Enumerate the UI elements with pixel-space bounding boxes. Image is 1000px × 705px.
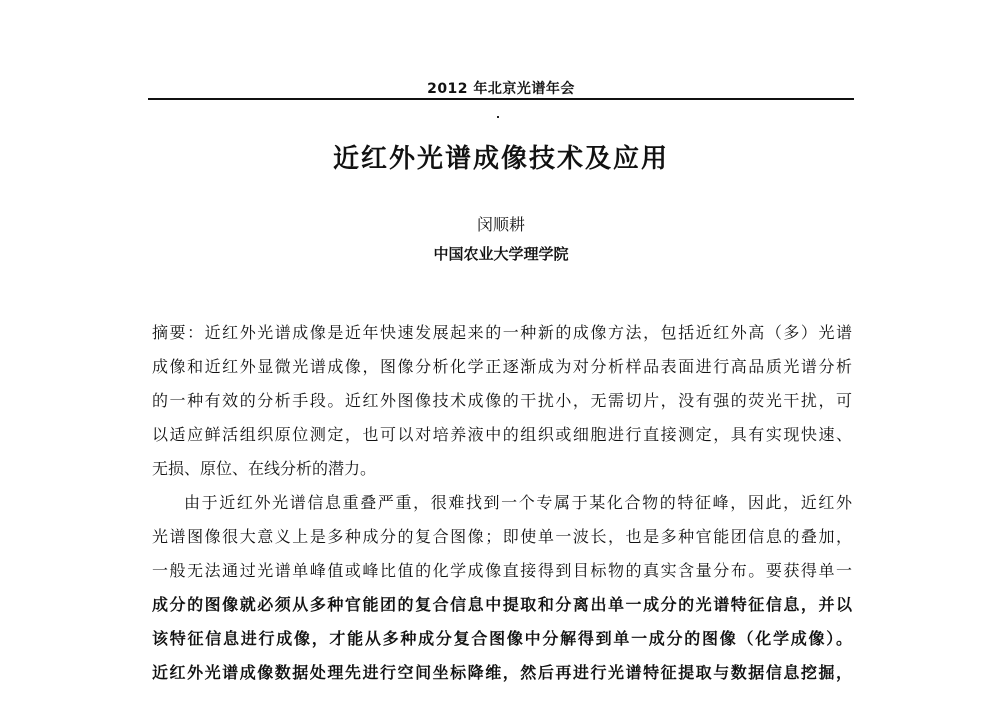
abstract-line: 的一种有效的分析手段。近红外图像技术成像的干扰小，无需切片，没有强的荧光干扰，可	[152, 391, 852, 410]
body-line: 光谱图像很大意义上是多种成分的复合图像；即使单一波长，也是多种官能团信息的叠加，	[152, 527, 852, 546]
body-line: 成分的图像就必须从多种官能团的复合信息中提取和分离出单一成分的光谱特征信息，并以	[152, 595, 852, 614]
body-line: 由于近红外光谱信息重叠严重，很难找到一个专属于某化合物的特征峰，因此，近红外	[184, 493, 852, 512]
abstract-line: 成像和近红外显微光谱成像，图像分析化学正逐渐成为对分析样品表面进行高品质光谱分析	[152, 357, 852, 376]
conference-header: 2012 年北京光谱年会	[427, 81, 575, 97]
body-line: 该特征信息进行成像，才能从多种成分复合图像中分解得到单一成分的图像（化学成像）。	[152, 629, 852, 648]
body-line: 近红外光谱成像数据处理先进行空间坐标降维，然后再进行光谱特征提取与数据信息挖掘，	[152, 663, 852, 682]
body-line: 一般无法通过光谱单峰值或峰比值的化学成像直接得到目标物的真实含量分布。要获得单一	[152, 561, 852, 580]
abstract-line: 摘要：近红外光谱成像是近年快速发展起来的一种新的成像方法，包括近红外高（多）光谱	[152, 323, 852, 342]
header-rule	[148, 98, 854, 100]
paper-title: 近红外光谱成像技术及应用	[332, 144, 669, 174]
author-affiliation: 中国农业大学理学院	[433, 245, 569, 263]
author-name: 闵顺耕	[476, 215, 525, 234]
speck-dot	[497, 116, 499, 118]
abstract-line: 以适应鲜活组织原位测定，也可以对培养液中的组织或细胞进行直接测定，具有实现快速、	[152, 425, 852, 444]
abstract-line: 无损、原位、在线分析的潜力。	[152, 459, 377, 478]
